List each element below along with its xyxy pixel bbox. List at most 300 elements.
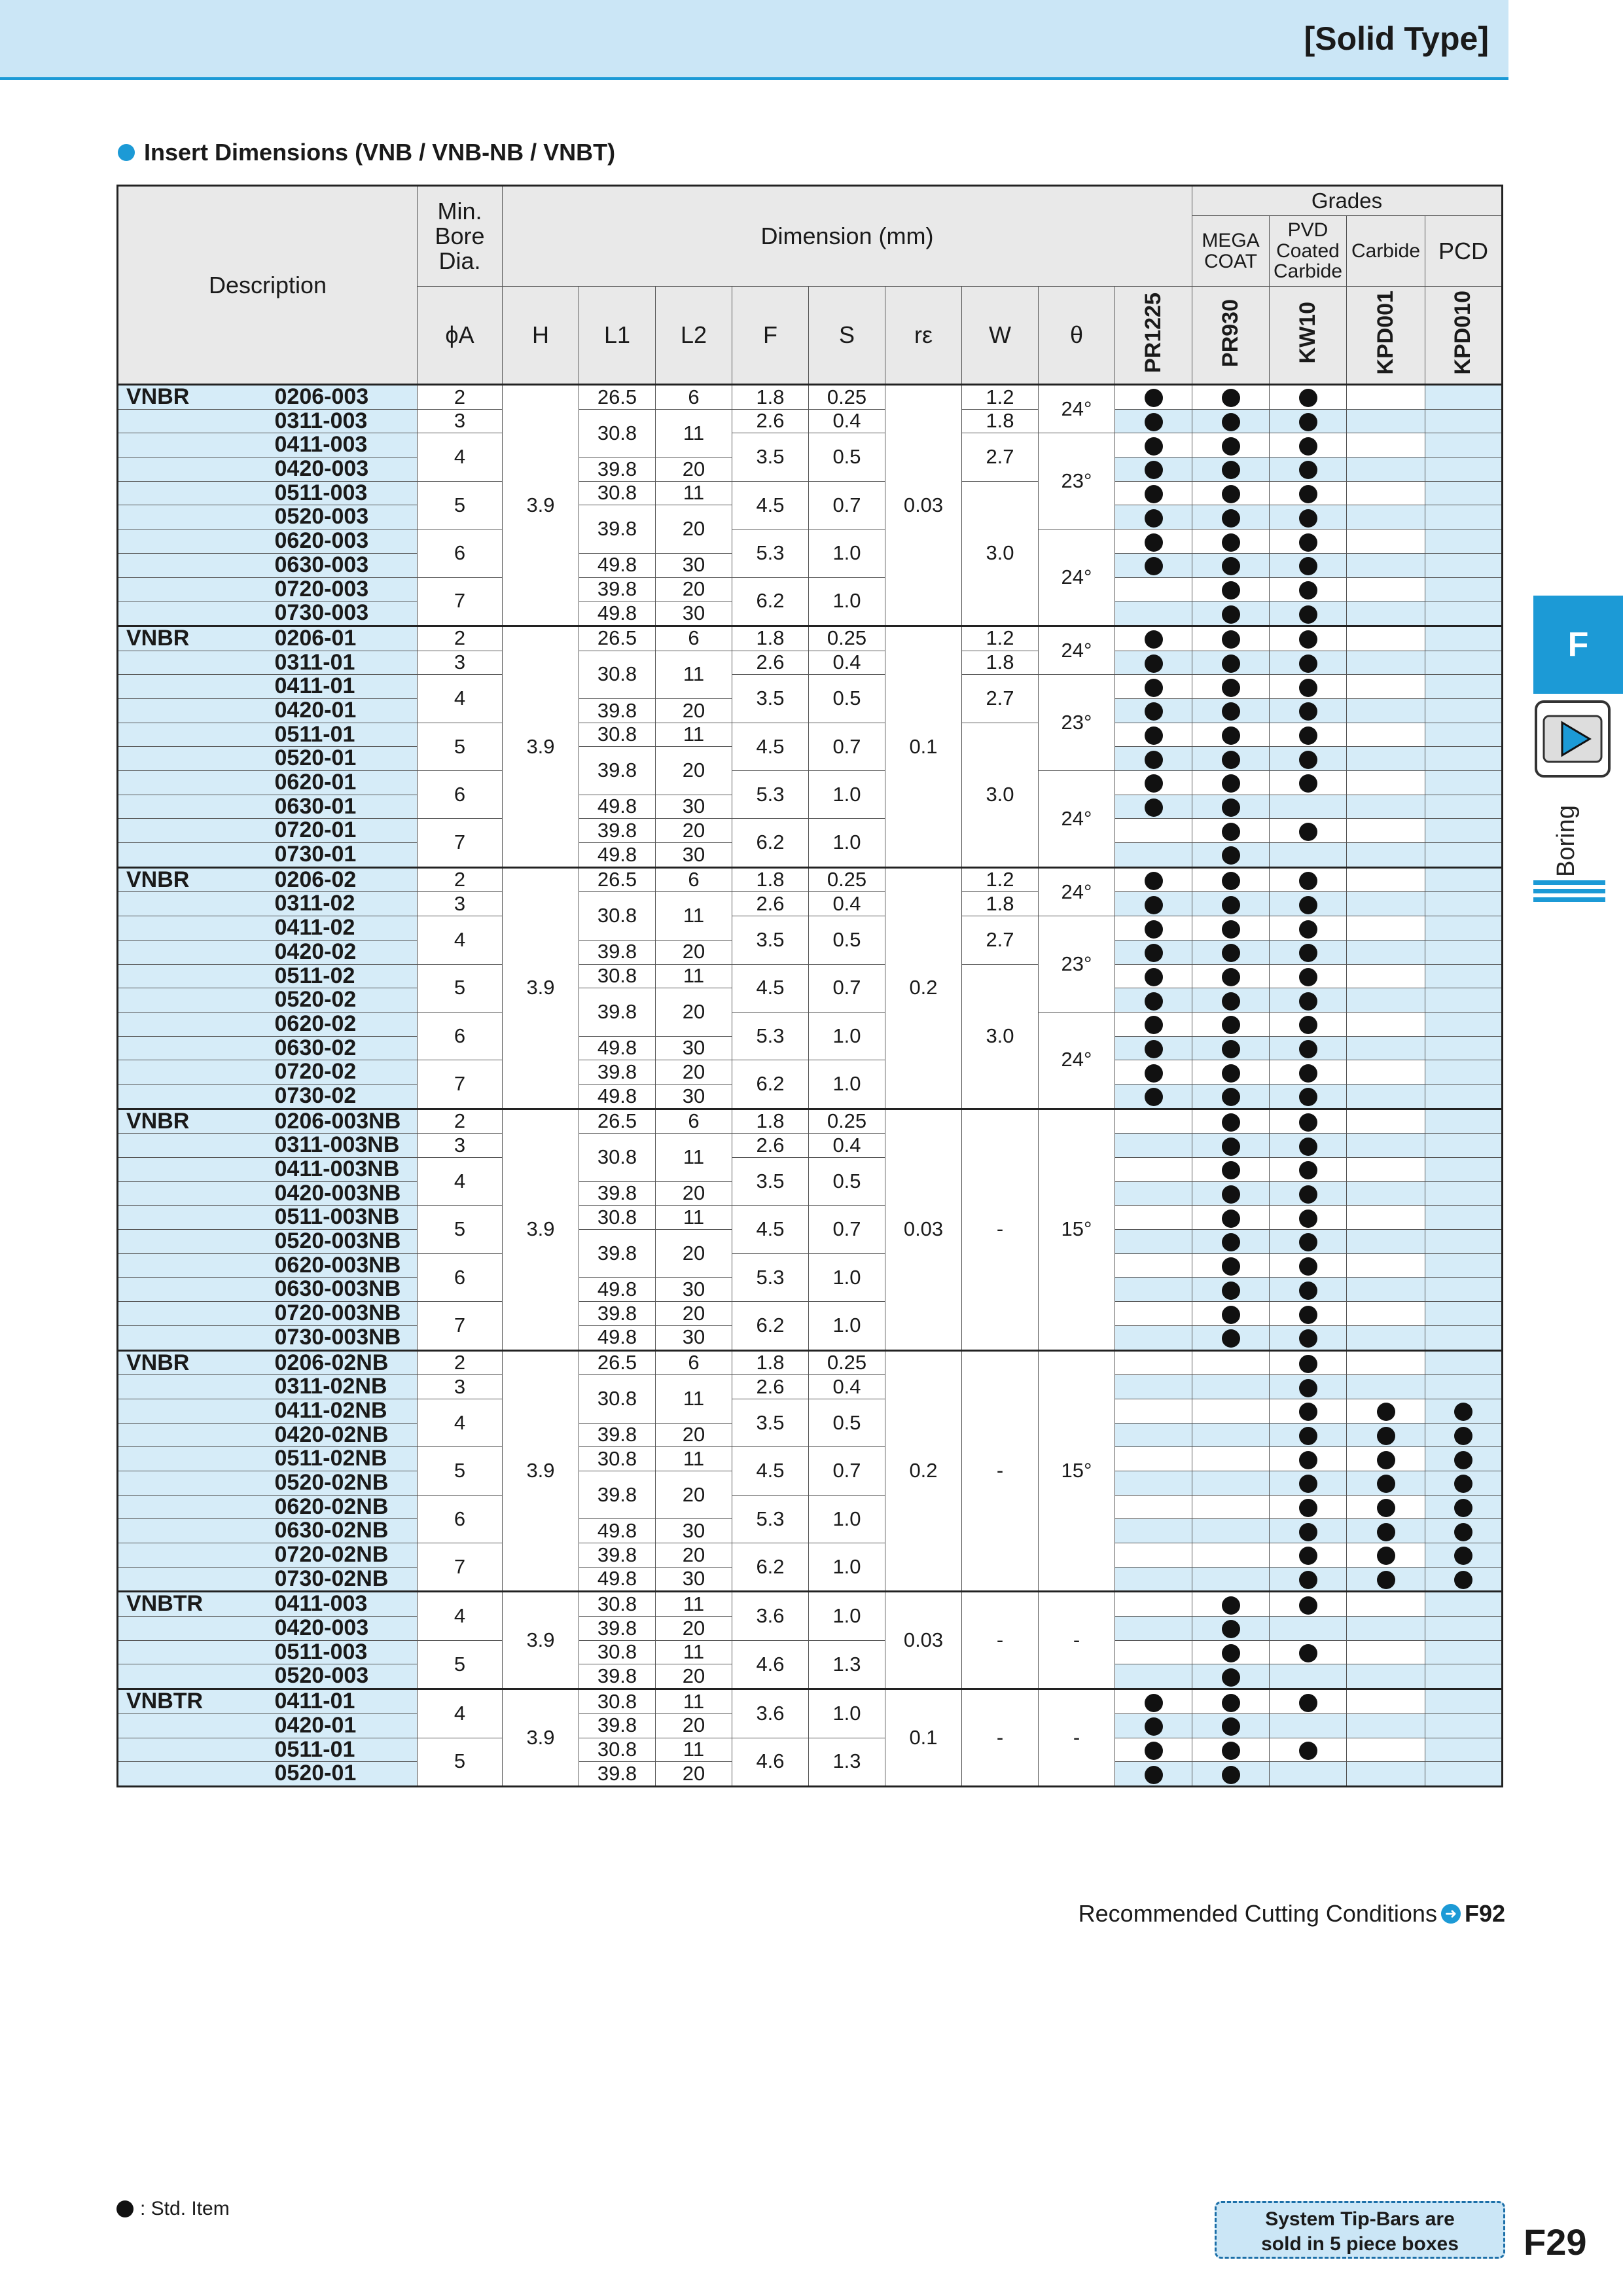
item-code: 0630-01 xyxy=(267,795,418,819)
std-item-dot-icon xyxy=(1145,992,1163,1011)
grade-kpd010-cell xyxy=(1425,747,1503,771)
grade-kw10-cell xyxy=(1270,1060,1347,1085)
F-cell: 1.8 xyxy=(732,385,809,410)
grade-pr1225-cell xyxy=(1115,505,1192,529)
group-name xyxy=(118,457,267,482)
side-tab[interactable]: F xyxy=(1533,596,1623,694)
L1-cell: 26.5 xyxy=(579,1350,656,1375)
L1-cell: 39.8 xyxy=(579,1617,656,1641)
std-item-dot-icon xyxy=(1145,920,1163,939)
grade-pr930-cell xyxy=(1192,1350,1270,1375)
grade-kw10-cell xyxy=(1270,964,1347,988)
L1-cell: 39.8 xyxy=(579,1664,656,1689)
S-cell: 1.0 xyxy=(809,1689,885,1738)
grade-pr1225-cell xyxy=(1115,1181,1192,1206)
grade-kpd010-cell xyxy=(1425,651,1503,675)
theta-cell: 23° xyxy=(1039,433,1115,529)
grade-pr1225-cell xyxy=(1115,1399,1192,1423)
phiA-cell: 6 xyxy=(418,529,503,577)
W-header: W xyxy=(962,287,1039,385)
group-name xyxy=(118,723,267,747)
W-cell: 2.7 xyxy=(962,433,1039,481)
std-item-dot-icon xyxy=(1222,726,1240,745)
item-code: 0730-003 xyxy=(267,601,418,626)
grade-kw10-cell xyxy=(1270,747,1347,771)
grade-kw10-cell xyxy=(1270,819,1347,843)
item-code: 0411-02 xyxy=(267,916,418,941)
std-item-dot-icon xyxy=(1145,413,1163,431)
grade-pr930-cell xyxy=(1192,577,1270,601)
grade-kpd010-cell xyxy=(1425,867,1503,892)
phiA-cell: 6 xyxy=(418,1253,503,1301)
item-code: 0520-003 xyxy=(267,505,418,529)
grade-kpd010-cell xyxy=(1425,1012,1503,1036)
grade-pr930-cell xyxy=(1192,867,1270,892)
table-row xyxy=(118,1375,1503,1399)
L1-cell: 26.5 xyxy=(579,867,656,892)
group-name: VNBR xyxy=(118,1109,267,1134)
table-row xyxy=(118,892,1503,916)
std-item-dot-icon xyxy=(1299,702,1317,721)
grade-pr1225-cell xyxy=(1115,843,1192,868)
std-item-dot-icon xyxy=(1299,605,1317,624)
group-name: VNBR xyxy=(118,1350,267,1375)
L1-cell: 39.8 xyxy=(579,1302,656,1326)
table-row xyxy=(118,626,1503,651)
group-name xyxy=(118,1495,267,1519)
W-cell: 3.0 xyxy=(962,481,1039,626)
grade-pr930-cell xyxy=(1192,505,1270,529)
std-item-dot-icon xyxy=(1145,872,1163,890)
group-name xyxy=(118,1375,267,1399)
group-name xyxy=(118,1302,267,1326)
std-item-dot-icon xyxy=(1377,1403,1395,1421)
grade-kpd010-cell xyxy=(1425,529,1503,554)
theta-header: θ xyxy=(1039,287,1115,385)
dimension-header: Dimension (mm) xyxy=(503,186,1192,287)
table-row xyxy=(118,1253,1503,1278)
grade-pr1225-cell xyxy=(1115,795,1192,819)
grade-kpd001-cell xyxy=(1347,577,1425,601)
item-code: 0620-02NB xyxy=(267,1495,418,1519)
item-code: 0206-01 xyxy=(267,626,418,651)
L1-cell: 30.8 xyxy=(579,481,656,505)
item-code: 0420-01 xyxy=(267,698,418,723)
std-item-dot-icon xyxy=(1222,1668,1240,1687)
grade-kw10-cell xyxy=(1270,601,1347,626)
std-item-dot-icon xyxy=(1454,1451,1472,1469)
grade-kpd001-cell xyxy=(1347,553,1425,577)
H-cell: 3.9 xyxy=(503,626,579,867)
grade-kw10-cell xyxy=(1270,1109,1347,1134)
recommended-ref[interactable]: F92 xyxy=(1464,1900,1505,1927)
grade-kpd010-cell xyxy=(1425,1206,1503,1230)
L2-cell: 20 xyxy=(656,577,732,601)
W-cell: 1.8 xyxy=(962,409,1039,433)
grade-kpd010-cell xyxy=(1425,1134,1503,1158)
item-code: 0620-003 xyxy=(267,529,418,554)
std-item-dot-icon xyxy=(1145,1717,1163,1736)
table-row xyxy=(118,723,1503,747)
description-header: Description xyxy=(118,186,418,385)
grades-header: Grades xyxy=(1192,186,1503,216)
item-code: 0720-02NB xyxy=(267,1543,418,1568)
L1-cell: 39.8 xyxy=(579,940,656,964)
grade-kw10-cell xyxy=(1270,1036,1347,1060)
L1-cell: 49.8 xyxy=(579,795,656,819)
F-cell: 4.5 xyxy=(732,723,809,770)
table-row xyxy=(118,481,1503,505)
L2-cell: 20 xyxy=(656,1471,732,1518)
phiA-cell: 2 xyxy=(418,867,503,892)
grade-kw10-cell xyxy=(1270,867,1347,892)
F-cell: 1.8 xyxy=(732,867,809,892)
grade-pr1225-cell xyxy=(1115,433,1192,457)
std-item-dot-icon xyxy=(1222,630,1240,649)
L2-cell: 11 xyxy=(656,651,732,698)
grade-kw10-cell xyxy=(1270,553,1347,577)
item-code: 0520-01 xyxy=(267,1762,418,1787)
grade-kpd001-cell xyxy=(1347,1206,1425,1230)
grade-kpd001-cell xyxy=(1347,1109,1425,1134)
std-item-dot-icon xyxy=(1299,413,1317,431)
grade-pr930-label: PR930 xyxy=(1217,298,1243,367)
L2-cell: 6 xyxy=(656,1109,732,1134)
table-row xyxy=(118,867,1503,892)
table-row xyxy=(118,409,1503,433)
S-cell: 0.25 xyxy=(809,1109,885,1134)
std-item-dot-icon xyxy=(1222,798,1240,817)
group-name xyxy=(118,433,267,457)
std-item-dot-icon xyxy=(1377,1523,1395,1541)
group-name xyxy=(118,1447,267,1471)
phiA-cell: 6 xyxy=(418,771,503,819)
L2-cell: 30 xyxy=(656,1325,732,1350)
std-item-dot-icon xyxy=(1222,774,1240,793)
phiA-cell: 4 xyxy=(418,675,503,723)
item-code: 0420-003 xyxy=(267,1617,418,1641)
theta-cell: 24° xyxy=(1039,626,1115,674)
std-item-dot-icon xyxy=(1299,1210,1317,1228)
theta-cell: 24° xyxy=(1039,529,1115,626)
grade-kpd001-cell xyxy=(1347,1689,1425,1714)
table-row xyxy=(118,1134,1503,1158)
grade-pr930-cell xyxy=(1192,1423,1270,1447)
F-header: F xyxy=(732,287,809,385)
W-cell: 3.0 xyxy=(962,964,1039,1109)
mega-coat-label: MEGA COAT xyxy=(1202,230,1260,272)
L2-cell: 11 xyxy=(656,1447,732,1471)
std-item-dot-icon xyxy=(1222,944,1240,962)
grade-kw10-cell xyxy=(1270,723,1347,747)
grade-pr930-header xyxy=(1192,287,1270,385)
grade-pr930-cell xyxy=(1192,1325,1270,1350)
std-item-dot-icon xyxy=(1222,1257,1240,1276)
F-cell: 3.5 xyxy=(732,916,809,964)
L2-cell: 30 xyxy=(656,1036,732,1060)
L1-cell: 49.8 xyxy=(579,1567,656,1592)
grade-kpd001-cell xyxy=(1347,457,1425,482)
grade-kw10-label: KW10 xyxy=(1294,302,1320,364)
std-item-dot-icon xyxy=(1377,1571,1395,1589)
grade-kw10-cell xyxy=(1270,1471,1347,1495)
std-item-dot-icon xyxy=(116,2200,134,2217)
grade-kw10-cell xyxy=(1270,698,1347,723)
L1-cell: 30.8 xyxy=(579,892,656,940)
table-row xyxy=(118,916,1503,941)
grade-kpd001-cell xyxy=(1347,1423,1425,1447)
grade-kpd010-cell xyxy=(1425,675,1503,699)
std-item-dot-icon xyxy=(1299,630,1317,649)
grade-pr930-cell xyxy=(1192,795,1270,819)
H-cell: 3.9 xyxy=(503,1109,579,1350)
S-cell: 0.25 xyxy=(809,1350,885,1375)
F-cell: 6.2 xyxy=(732,1060,809,1109)
group-name xyxy=(118,795,267,819)
theta-cell: 15° xyxy=(1039,1109,1115,1350)
L1-cell: 49.8 xyxy=(579,1084,656,1109)
grade-kpd010-cell xyxy=(1425,1423,1503,1447)
std-item-dot-icon xyxy=(1299,679,1317,697)
W-cell: 1.8 xyxy=(962,892,1039,916)
S-cell: 1.0 xyxy=(809,771,885,819)
L2-cell: 20 xyxy=(656,1543,732,1568)
std-item-dot-icon xyxy=(1222,461,1240,479)
group-name xyxy=(118,601,267,626)
grade-kw10-cell xyxy=(1270,651,1347,675)
L1-cell: 49.8 xyxy=(579,553,656,577)
std-item-dot-icon xyxy=(1222,1016,1240,1034)
std-item-dot-icon xyxy=(1299,920,1317,939)
group-name xyxy=(118,1036,267,1060)
W-cell: 1.2 xyxy=(962,867,1039,892)
grade-pr1225-cell xyxy=(1115,651,1192,675)
std-item-dot-icon xyxy=(1145,630,1163,649)
phiA-cell: 5 xyxy=(418,723,503,770)
grade-pr1225-cell xyxy=(1115,964,1192,988)
grade-kw10-cell xyxy=(1270,577,1347,601)
std-item-dot-icon xyxy=(1299,1257,1317,1276)
grade-pr1225-cell xyxy=(1115,771,1192,795)
grade-kw10-cell xyxy=(1270,433,1347,457)
grade-pr1225-cell xyxy=(1115,1134,1192,1158)
W-cell: 1.2 xyxy=(962,626,1039,651)
grade-kpd010-cell xyxy=(1425,1278,1503,1302)
grade-pr930-cell xyxy=(1192,385,1270,410)
S-cell: 0.25 xyxy=(809,385,885,410)
group-name xyxy=(118,1713,267,1738)
grade-pr1225-cell xyxy=(1115,1230,1192,1254)
phiA-cell: 7 xyxy=(418,1060,503,1109)
item-code: 0206-02NB xyxy=(267,1350,418,1375)
item-code: 0311-01 xyxy=(267,651,418,675)
L2-cell: 30 xyxy=(656,795,732,819)
theta-cell: 23° xyxy=(1039,916,1115,1013)
grade-kw10-cell xyxy=(1270,1617,1347,1641)
W-cell: 1.2 xyxy=(962,385,1039,410)
std-item-dot-icon xyxy=(1145,437,1163,456)
phiA-cell: 4 xyxy=(418,1399,503,1446)
grade-kpd010-cell xyxy=(1425,892,1503,916)
std-item-dot-icon xyxy=(1222,1717,1240,1736)
std-item-dot-icon xyxy=(1299,1233,1317,1251)
grade-kpd001-cell xyxy=(1347,1713,1425,1738)
L1-cell: 39.8 xyxy=(579,698,656,723)
std-item-dot-icon xyxy=(1299,1547,1317,1565)
recommended-conditions[interactable] xyxy=(1079,1900,1505,1928)
item-code: 0720-02 xyxy=(267,1060,418,1085)
std-item-dot-icon xyxy=(1222,1620,1240,1638)
std-item-dot-icon xyxy=(1299,1379,1317,1397)
grade-pr1225-cell xyxy=(1115,1495,1192,1519)
grade-pr930-cell xyxy=(1192,1689,1270,1714)
grade-kpd010-cell xyxy=(1425,385,1503,410)
std-item-dot-icon xyxy=(1222,846,1240,865)
std-item-dot-icon xyxy=(1299,774,1317,793)
F-cell: 6.2 xyxy=(732,1543,809,1592)
L1-cell: 30.8 xyxy=(579,1640,656,1664)
grade-kpd010-cell xyxy=(1425,1109,1503,1134)
std-item-dot-icon xyxy=(1299,751,1317,769)
grade-kpd010-cell xyxy=(1425,916,1503,941)
group-name xyxy=(118,964,267,988)
grade-pr1225-cell xyxy=(1115,1036,1192,1060)
phiA-cell: 3 xyxy=(418,1134,503,1158)
item-code: 0520-02NB xyxy=(267,1471,418,1495)
std-item-dot-icon xyxy=(1222,437,1240,456)
S-cell: 0.4 xyxy=(809,409,885,433)
grade-kpd010-cell xyxy=(1425,1471,1503,1495)
grade-kpd010-cell xyxy=(1425,1036,1503,1060)
grade-pr930-cell xyxy=(1192,940,1270,964)
grade-kw10-cell xyxy=(1270,988,1347,1013)
grade-kpd010-cell xyxy=(1425,1592,1503,1617)
std-item-dot-icon xyxy=(1299,509,1317,528)
grade-kpd010-label: KPD010 xyxy=(1450,291,1476,375)
grade-pr930-cell xyxy=(1192,1543,1270,1568)
std-item-dot-icon xyxy=(1299,1040,1317,1058)
std-item-dot-icon xyxy=(1222,655,1240,673)
L2-cell: 6 xyxy=(656,1350,732,1375)
item-code: 0311-003NB xyxy=(267,1134,418,1158)
table-row xyxy=(118,1302,1503,1326)
grade-pr1225-cell xyxy=(1115,1253,1192,1278)
page-header-title: [Solid Type] xyxy=(1304,20,1489,57)
S-cell: 0.4 xyxy=(809,892,885,916)
grade-kpd001-cell xyxy=(1347,1060,1425,1085)
phiA-cell: 2 xyxy=(418,1109,503,1134)
grade-kpd010-cell xyxy=(1425,771,1503,795)
group-name: VNBR xyxy=(118,385,267,410)
grade-pr930-cell xyxy=(1192,1253,1270,1278)
std-item-dot-icon xyxy=(1377,1475,1395,1493)
L1-cell: 30.8 xyxy=(579,1447,656,1471)
L2-cell: 6 xyxy=(656,385,732,410)
grade-kw10-cell xyxy=(1270,843,1347,868)
std-item-dot-icon xyxy=(1145,1040,1163,1058)
grade-kpd001-cell xyxy=(1347,1158,1425,1182)
table-row xyxy=(118,1495,1503,1519)
grade-kpd010-cell xyxy=(1425,1060,1503,1085)
section-title xyxy=(118,139,615,166)
L2-cell: 20 xyxy=(656,1664,732,1689)
grade-pr1225-cell xyxy=(1115,916,1192,941)
item-code: 0420-003 xyxy=(267,457,418,482)
phiA-cell: 4 xyxy=(418,916,503,964)
grade-kpd001-cell xyxy=(1347,505,1425,529)
std-item-dot-icon xyxy=(1145,1742,1163,1760)
phiA-cell: 5 xyxy=(418,1738,503,1786)
grade-kpd010-cell xyxy=(1425,1640,1503,1664)
grade-kw10-cell xyxy=(1270,1230,1347,1254)
item-code: 0620-003NB xyxy=(267,1253,418,1278)
group-name xyxy=(118,1181,267,1206)
item-code: 0730-02NB xyxy=(267,1567,418,1592)
grade-pr930-cell xyxy=(1192,843,1270,868)
L1-cell: 26.5 xyxy=(579,626,656,651)
std-item-dot-icon xyxy=(1222,1644,1240,1662)
std-item-dot-icon xyxy=(1299,1451,1317,1469)
std-item-dot-icon xyxy=(1299,1161,1317,1179)
group-name xyxy=(118,675,267,699)
group-name xyxy=(118,1567,267,1592)
std-item-dot-icon xyxy=(1454,1403,1472,1421)
item-code: 0730-003NB xyxy=(267,1325,418,1350)
grade-kpd010-cell xyxy=(1425,1617,1503,1641)
grade-kw10-cell xyxy=(1270,795,1347,819)
std-item-dot-icon xyxy=(1145,798,1163,817)
grade-pr930-cell xyxy=(1192,601,1270,626)
grade-pr930-cell xyxy=(1192,723,1270,747)
std-item-dot-icon xyxy=(1222,702,1240,721)
F-cell: 5.3 xyxy=(732,771,809,819)
std-item-dot-icon xyxy=(1299,655,1317,673)
L1-cell: 30.8 xyxy=(579,1206,656,1230)
group-name xyxy=(118,1399,267,1423)
grade-kpd001-cell xyxy=(1347,1640,1425,1664)
grade-pr930-cell xyxy=(1192,433,1270,457)
phiA-cell: 3 xyxy=(418,892,503,916)
grade-kpd001-cell xyxy=(1347,651,1425,675)
item-code: 0511-003NB xyxy=(267,1206,418,1230)
std-item-dot-icon xyxy=(1222,413,1240,431)
grade-kpd001-cell xyxy=(1347,988,1425,1013)
item-code: 0520-003NB xyxy=(267,1230,418,1254)
L2-cell: 6 xyxy=(656,626,732,651)
L2-cell: 11 xyxy=(656,1640,732,1664)
grade-kpd001-cell xyxy=(1347,1325,1425,1350)
grade-pr930-cell xyxy=(1192,771,1270,795)
std-item-dot-icon xyxy=(1222,485,1240,503)
grade-pr930-cell xyxy=(1192,1375,1270,1399)
item-code: 0411-003 xyxy=(267,433,418,457)
grade-pr1225-cell xyxy=(1115,1617,1192,1641)
S-cell: 0.25 xyxy=(809,626,885,651)
group-name xyxy=(118,747,267,771)
grade-kpd010-cell xyxy=(1425,601,1503,626)
theta-cell: 24° xyxy=(1039,1012,1115,1109)
std-item-dot-icon xyxy=(1222,1694,1240,1712)
phiA-cell: 4 xyxy=(418,1592,503,1640)
grade-pr1225-cell xyxy=(1115,1738,1192,1762)
H-cell: 3.9 xyxy=(503,1689,579,1787)
std-item-dot-icon xyxy=(1222,1282,1240,1300)
item-code: 0206-003 xyxy=(267,385,418,410)
std-item-dot-icon xyxy=(1145,1064,1163,1083)
grade-pr1225-cell xyxy=(1115,1762,1192,1787)
group-name xyxy=(118,1012,267,1036)
std-item-dot-icon xyxy=(1145,896,1163,914)
